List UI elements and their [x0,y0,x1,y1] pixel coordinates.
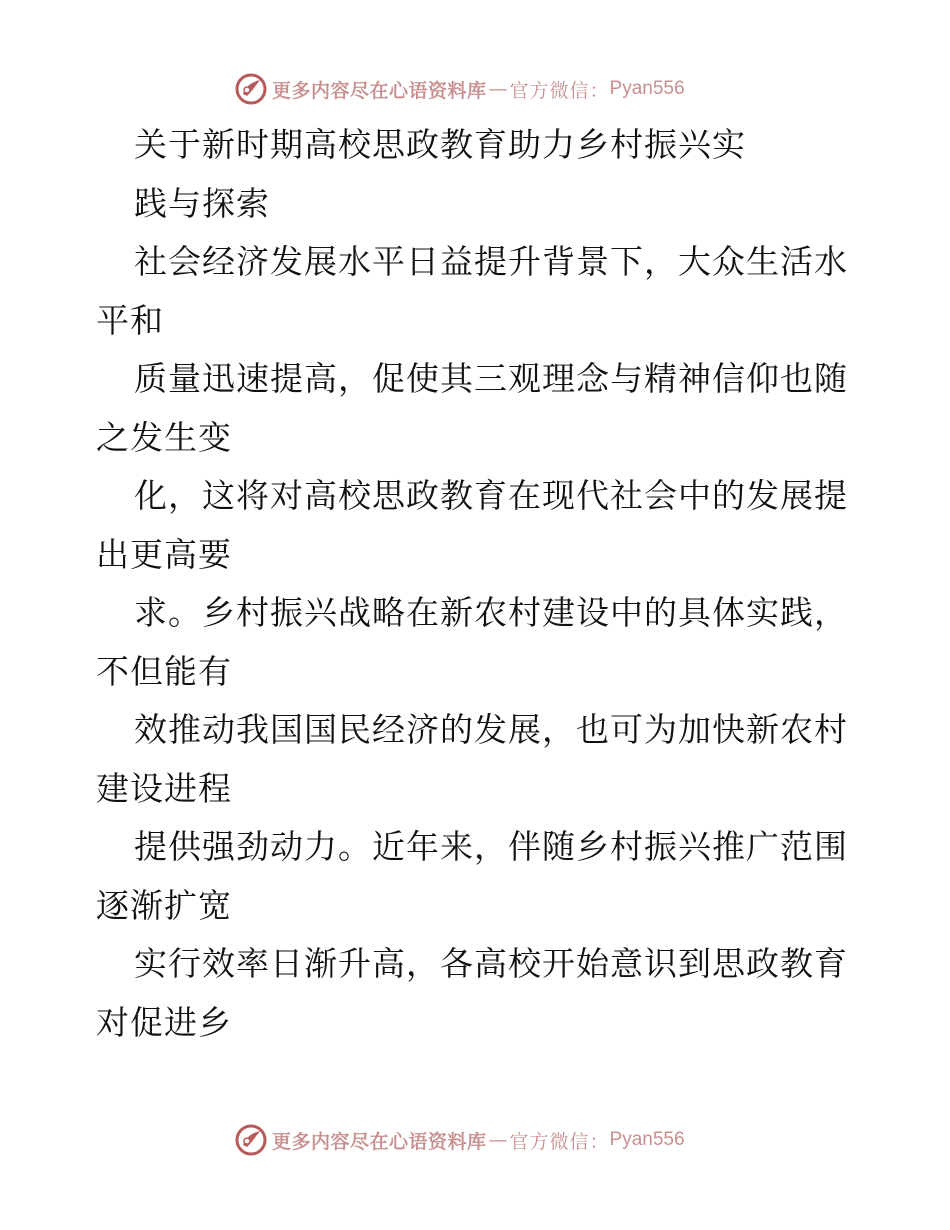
text-line: 社会经济发展水平日益提升背景下，大众生活水 [134,242,848,281]
brand-logo-icon [234,72,268,106]
footer-banner [234,1121,685,1159]
header-banner [234,70,685,108]
text-line: 关于新时期高校思政教育助力乡村振兴实 [134,125,746,164]
text-line: 践与探索 [134,183,270,223]
header-account: Pyan556 [609,78,685,99]
brand-logo-icon [234,1123,268,1157]
text-line: 效推动我国国民经济的发展，也可为加快新农村 [134,710,848,749]
header-official-label: 官方微信： [509,79,610,102]
text-line: 之发生变 [96,417,232,457]
text-line: 逐渐扩宽 [96,885,232,925]
text-line: 质量迅速提高，促使其三观理念与精神信仰也随 [134,359,848,398]
text-line: 化，这将对高校思政教育在现代社会中的发展提 [134,476,848,515]
text-line: 建设进程 [96,768,232,808]
text-line: 对促进乡 [96,1002,232,1042]
text-line: 出更高要 [96,534,232,574]
header-dash: — [488,78,508,100]
footer-official-label: 官方微信： [509,1130,610,1153]
text-line: 平和 [96,300,164,340]
footer-dash: — [488,1129,508,1151]
document-body [96,116,856,1052]
footer-brand-text: 更多内容尽在心语资料库 [272,1130,487,1153]
text-line: 不但能有 [96,651,232,691]
text-line: 提供强劲动力。近年来，伴随乡村振兴推广范围 [134,827,848,866]
footer-account: Pyan556 [609,1129,685,1150]
header-brand-text: 更多内容尽在心语资料库 [272,79,487,102]
text-line: 实行效率日渐升高，各高校开始意识到思政教育 [134,944,848,983]
text-line: 求。乡村振兴战略在新农村建设中的具体实践， [134,593,848,632]
